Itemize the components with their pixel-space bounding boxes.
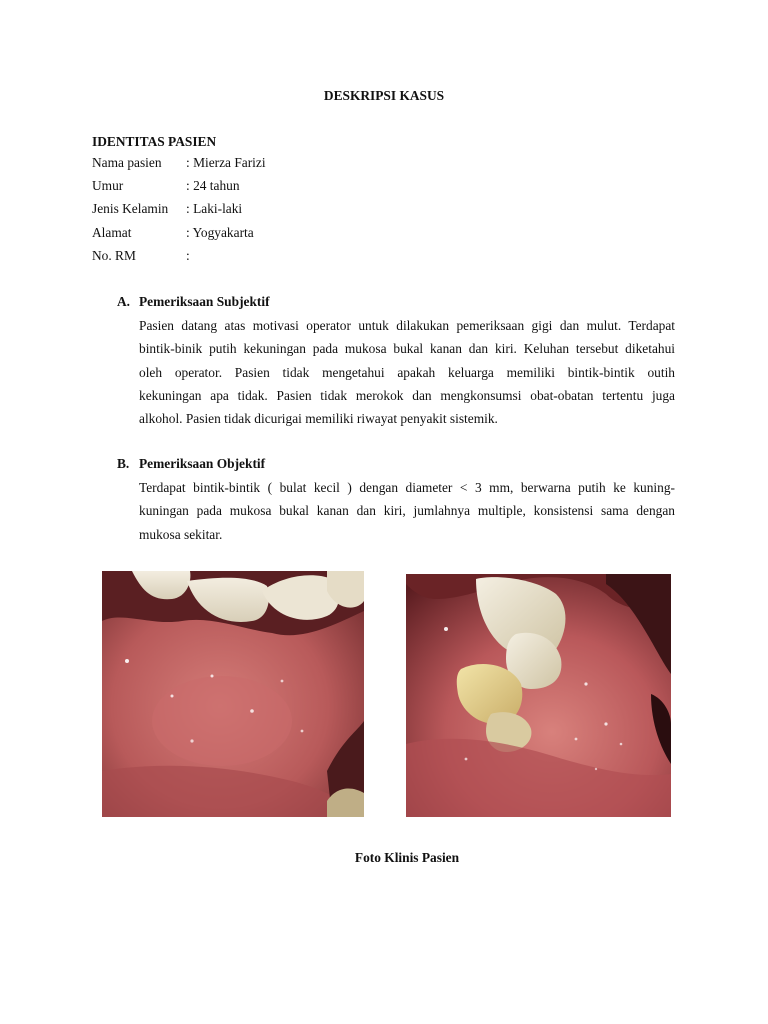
- identity-row-gender: [92, 200, 242, 218]
- paragraph-line: oleh operator. Pasien tidak mengetahui apakah keluarga memiliki bintik-bintik outih: [139, 364, 675, 380]
- paragraph-line: mukosa sekitar.: [139, 526, 223, 542]
- paragraph-line: Pasien datang atas motivasi operator untuk dilakukan pemeriksaan gigi dan mulut. Terdapat: [139, 318, 675, 333]
- identity-label: Alamat: [92, 225, 132, 240]
- identity-label: Nama pasien: [92, 155, 162, 170]
- section-title: Pemeriksaan Subjektif: [139, 294, 270, 309]
- identity-label: Umur: [92, 178, 124, 193]
- section-title: Pemeriksaan Objektif: [139, 456, 266, 471]
- clinical-photo-left: [102, 571, 364, 817]
- identity-value: : Mierza Farizi: [186, 155, 266, 170]
- identity-value: : 24 tahun: [186, 178, 240, 193]
- paragraph-line: bintik-binik putih kekuningan pada mukosa bukal kanan dan kiri. Keluhan tersebut diketahui: [139, 341, 675, 357]
- identity-label: Jenis Kelamin: [92, 201, 169, 216]
- identity-value: : Laki-laki: [186, 201, 243, 216]
- photo-caption: Foto Klinis Pasien: [354, 850, 460, 865]
- section-a-body: [139, 314, 675, 430]
- section-b-body: [139, 476, 675, 546]
- identity-row-record-number: [92, 247, 190, 265]
- identity-row-address: [92, 224, 254, 242]
- identity-row-name: [92, 154, 266, 172]
- identity-heading: IDENTITAS PASIEN: [92, 134, 217, 149]
- identity-label: No. RM: [92, 248, 136, 263]
- paragraph-line: kekuningan apa tidak. Pasien tidak merokok dan mengkonsumsi obat-obatan tertentu juga: [139, 387, 675, 403]
- paragraph-line: Terdapat bintik-bintik ( bulat kecil ) dengan diameter < 3 mm, berwarna putih ke kuning-: [139, 480, 675, 495]
- section-letter: A.: [117, 294, 131, 309]
- page-title: DESKRIPSI KASUS: [323, 88, 445, 103]
- identity-value: : Yogyakarta: [186, 225, 254, 240]
- paragraph-line: alkohol. Pasien tidak dicurigai memiliki riwayat penyakit sistemik.: [139, 411, 498, 427]
- section-a-heading: [117, 294, 270, 310]
- section-letter: B.: [117, 456, 130, 471]
- paragraph-line: kuningan pada mukosa bukal kanan dan kiri, jumlahnya multiple, konsistensi sama dengan: [139, 503, 675, 519]
- clinical-photo-right: [406, 574, 671, 817]
- identity-value: :: [186, 248, 190, 263]
- identity-row-age: [92, 177, 240, 195]
- section-b-heading: [117, 456, 265, 472]
